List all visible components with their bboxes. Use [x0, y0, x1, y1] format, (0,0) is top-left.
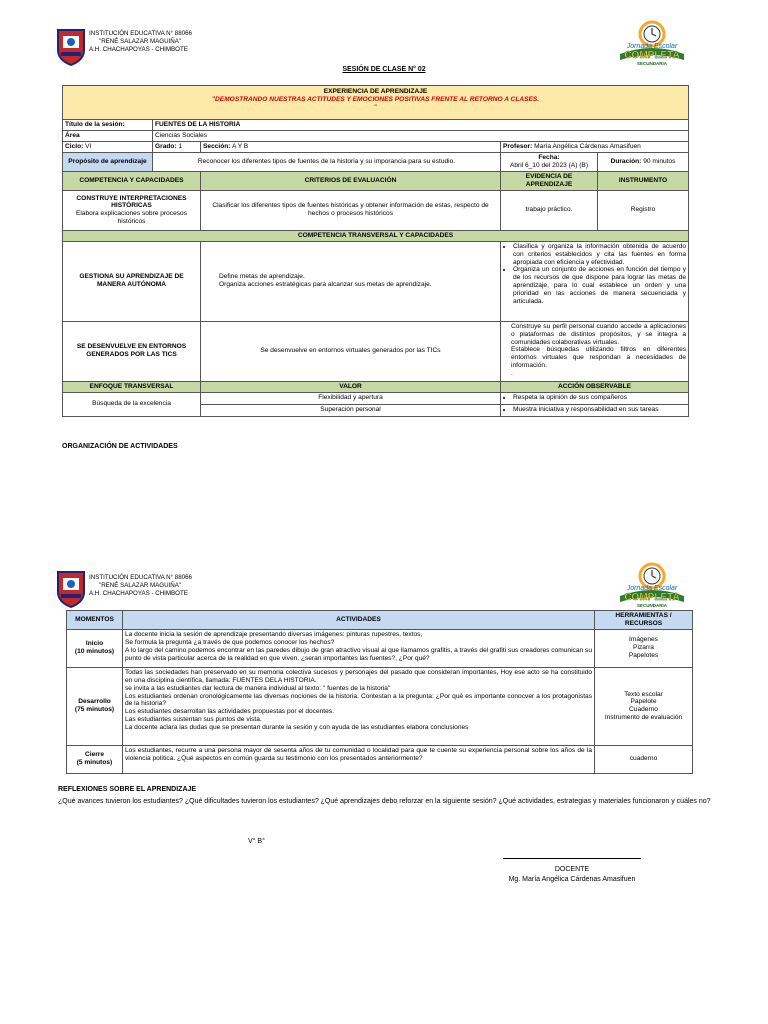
activity-line: se invita a las estudiantes dar lectura de manera individual al texto: " fuentes de la historia" — [125, 684, 391, 692]
evidencia-header: EVIDENCIA DE APRENDIZAJE — [501, 172, 598, 191]
experience-extra: " — [374, 103, 377, 111]
actividades-header: ACTIVIDADES — [123, 611, 595, 630]
school-address: A.H. CHACHAPOYAS - CHIMBOTE — [89, 589, 188, 597]
valor-1: Flexibilidad y apertura — [201, 392, 501, 404]
list-item: • Clasifica y organiza la información obtenida de acuerdo con criterios establecidos y cita las fuentes en forma apropiada con eficiencia y efectividad. — [513, 243, 686, 267]
school-crest-icon — [56, 570, 86, 608]
activity-line: La docente inicia la sesión de aprendizaje presentando diversas imágenes: pinturas rupestres, textos, — [125, 630, 423, 638]
moment-time: (5 minutos) — [76, 759, 113, 767]
instrumento-header: INSTRUMENTO — [598, 172, 689, 191]
activity-line: Se formula la pregunta ¿a través de que podemos conocer los hechos? — [125, 638, 335, 646]
grado-value: 1 — [178, 143, 183, 151]
experience-cell — [63, 86, 689, 120]
transversal-heading: COMPETENCIA TRANSVERSAL Y CAPACIDADES — [63, 230, 689, 241]
area-label: Área — [63, 131, 153, 142]
jornada-badge-2 — [616, 558, 688, 610]
reflexiones-text: ¿Qué avances tuvieron los estudiantes? ¿Qué dificultades tuvieron los estudiantes? ¿Qué aprendizajes debo reforzar en la siguiente sesión? ¿Qué actividades, estrategias y materiales funcionaron y cuáles no? — [58, 798, 711, 805]
school-address: A.H. CHACHAPOYAS - CHIMBOTE — [89, 45, 188, 53]
signature-role: DOCENTE — [554, 866, 590, 873]
resource-item: Pizarra — [633, 644, 654, 652]
signature-name: Mg. María Angélica Cárdenas Amasifuen — [508, 876, 636, 883]
school-header-2 — [56, 570, 192, 608]
activity-line: Los estudiantes, recurre a una persona mayor de sesenta años de tu comunidad o localidad para que te cuente su experiencia personal sobre los años de la violencia política. ¿Qué aspectos en común guarda su testimonio con los presentados anteriormente? — [125, 746, 592, 762]
ciclo-label: Ciclo: — [65, 143, 84, 151]
criterio-text: Clasificar los diferentes tipos de fuentes históricas y obtener información de estas, respecto de hechos o procesos históricos — [201, 190, 501, 230]
transversal-row1-list — [503, 243, 686, 306]
moment-time: (75 minutos) — [74, 706, 115, 714]
resource-item: cuaderno — [629, 755, 658, 763]
transversal-row1-mid1: Define metas de aprendizaje. — [219, 273, 305, 281]
activity-line: A lo largo del camino podemos encontrar en las paredes dibujo de gran atractivo visual al que llamamos grafitis, a través del grafiti sus creadores comunican su punto de vista particular acerca de la realidad en que viven. ¿seran importantes las fuentes?, ¿Por qué? — [125, 646, 592, 662]
signature-line — [503, 858, 641, 859]
activity-line: Los estudiantes desarrollan las actividades propuestas por el docentes. — [125, 708, 334, 716]
resource-item: Imágenes — [629, 636, 658, 644]
momentos-header: MOMENTOS — [67, 611, 123, 630]
school-name: INSTITUCIÓN EDUCATIVA N° 88066 — [89, 30, 192, 37]
transversal-row2-text2: Establece búsquedas utilizando filtros en diferentes entornos virtuales que respondan a necesidades de información. — [511, 346, 687, 370]
valor-header: VALOR — [201, 381, 501, 392]
session-main-table — [62, 85, 688, 417]
ciclo-value: VI — [85, 143, 92, 151]
resource-item: Instrumento de evaluación — [604, 714, 683, 722]
school-name: INSTITUCIÓN EDUCATIVA N° 88066 — [89, 574, 192, 581]
school-patron: "RENÉ SALAZAR MAGUIÑA" — [99, 37, 182, 45]
profesor-value: María Angélica Cárdenas Amasifuen — [534, 143, 641, 151]
school-header — [56, 28, 192, 66]
activity-line: La docente aclara las dudas que se presentan durante la sesión y con ayuda de las estudiantes elabora conclusiones — [125, 724, 469, 732]
moment-time: (10 minutos) — [74, 648, 115, 656]
competencia-capacidad: Elabora explicaciones sobre procesos históricos — [75, 210, 188, 226]
resource-item: Texto escolar — [624, 690, 663, 698]
fecha-value: Abril 6_10 del 2023 (A) (B) — [509, 162, 589, 169]
proposito-value: Reconocer los diferentes tipos de fuentes de la historia y su imporancia para su estudio. — [153, 153, 501, 172]
experience-heading: EXPERIENCIA DE APRENDIZAJE — [323, 88, 428, 95]
seccion-value: A Y B — [231, 143, 249, 151]
valor-2: Superación personal — [201, 404, 501, 416]
activity-line: Los estudiantes ordenan cronológicamente las diversas nociones de la historia. Contestan a la pregunta: ¿Por qué es importante conocver a los protagonistas de la historia? — [125, 692, 592, 708]
badge-top-text: Jornada Escolar — [626, 43, 678, 50]
moment-name: Cierre — [84, 751, 105, 759]
instrumento-text: Registro — [598, 190, 689, 230]
table-row — [67, 629, 693, 667]
criterios-header: CRITERIOS DE EVALUACIÓN — [201, 172, 501, 191]
profesor-label: Profesor: — [503, 143, 533, 151]
activities-table — [66, 610, 692, 774]
resource-item: Papelote — [630, 698, 657, 706]
jornada-badge — [616, 16, 688, 68]
badge-main-text: COMPLETA — [624, 50, 680, 61]
jornada-completa-logo-icon — [616, 16, 688, 66]
enfoque-header: ENFOQUE TRANSVERSAL — [63, 381, 201, 392]
activity-line: Las estudiantes sustentan sus puntos de vista. — [125, 716, 262, 724]
transversal-row2-text1: Construye su perfil personal cuando accede a aplicaciones o plataformas de distintos propósitos, y se integra a comunidades colaborativas virtuales. — [511, 322, 687, 346]
experience-title: "DEMOSTRANDO NUESTRAS ACTITUDES Y EMOCIONES POSITIVAS FRENTE AL RETORNO A CLASES. — [211, 95, 540, 103]
titulo-label: Título de la sesión: — [63, 120, 153, 131]
table-row — [67, 745, 693, 773]
proposito-label: Propósito de aprendizaje — [63, 153, 153, 172]
grado-label: Grado: — [155, 143, 177, 151]
transversal-row1-title: GESTIONA SU APRENDIZAJE DE MANERA AUTÓNOMA — [63, 241, 201, 321]
fecha-label: Fecha: — [538, 154, 560, 162]
competencia-title: CONSTRUYE INTERPRETACIONES HISTÓRICAS — [76, 194, 187, 210]
duracion-value: 90 minutos — [643, 158, 676, 166]
area-value: Ciencias Sociales — [153, 131, 689, 142]
accion-header: ACCIÓN OBSERVABLE — [501, 381, 689, 392]
badge-top-text: Jornada Escolar — [626, 585, 678, 592]
badge-sub-text: SECUNDARIA — [636, 603, 668, 608]
competencia-header: COMPETENCIA Y CAPACIDADES — [63, 172, 201, 191]
evidencia-text: trabajo práctico. — [501, 190, 598, 230]
seccion-label: Sección: — [203, 143, 231, 151]
badge-sub-text: SECUNDARIA — [636, 61, 668, 66]
enfoque-name: Búsqueda de la excelencia — [63, 392, 201, 416]
activity-line: Todas las sociedades han preservado en su memoria colectiva sucesos y personajes del pasado que consideran importantes, Hoy ese acto se ha constituido en una disciplina científica, llamada: FUENTES DELA HISTORIA. — [125, 668, 592, 684]
accion-2: • Muestra iniciativa y responsabilidad en sus tareas — [513, 406, 686, 414]
badge-main-text: COMPLETA — [624, 592, 680, 603]
transversal-row2-mid: Se desenvuelve en entornos virtuales generados por las TICs — [201, 321, 501, 381]
recursos-header: HERRAMIENTAS / RECURSOS — [595, 611, 693, 630]
duracion-label: Duración: — [610, 158, 642, 166]
school-patron: "RENÉ SALAZAR MAGUIÑA" — [99, 581, 182, 589]
transversal-row2-title: SE DESENVUELVE EN ENTORNOS GENERADOS POR LAS TICS — [63, 321, 201, 381]
transversal-row1-mid2: Organiza acciones estratégicas para alcanzar sus metas de aprendizaje. — [219, 281, 432, 289]
list-item: • Organiza un conjunto de acciones en función del tiempo y de los recursos de que dispone para lograr las metas de aprendizaje, para lo cual establece un orden y una prioridad en las acciones de manera secuenciada y articulada. — [513, 266, 686, 306]
titulo-value: FUENTES DE LA HISTORIA — [153, 120, 689, 131]
organizacion-title: ORGANIZACIÓN DE ACTIVIDADES — [62, 443, 178, 450]
session-title: SESIÓN DE CLASE N° 02 — [342, 66, 426, 73]
reflexiones-title: REFLEXIONES SOBRE EL APRENDIZAJE — [58, 786, 197, 793]
school-crest-icon — [56, 28, 86, 66]
jornada-completa-logo-icon — [616, 558, 688, 608]
table-row — [67, 667, 693, 745]
moment-name: Inicio — [85, 640, 104, 648]
visto-bueno: V° B° — [248, 838, 265, 845]
moment-name: Desarrollo — [78, 698, 111, 706]
accion-1: • Respeta la opinión de sus compañeros — [513, 394, 686, 402]
transversal-row2-text3: . — [511, 370, 513, 378]
resource-item: Papelotes — [628, 652, 659, 660]
resource-item: Cuaderno — [629, 706, 658, 714]
